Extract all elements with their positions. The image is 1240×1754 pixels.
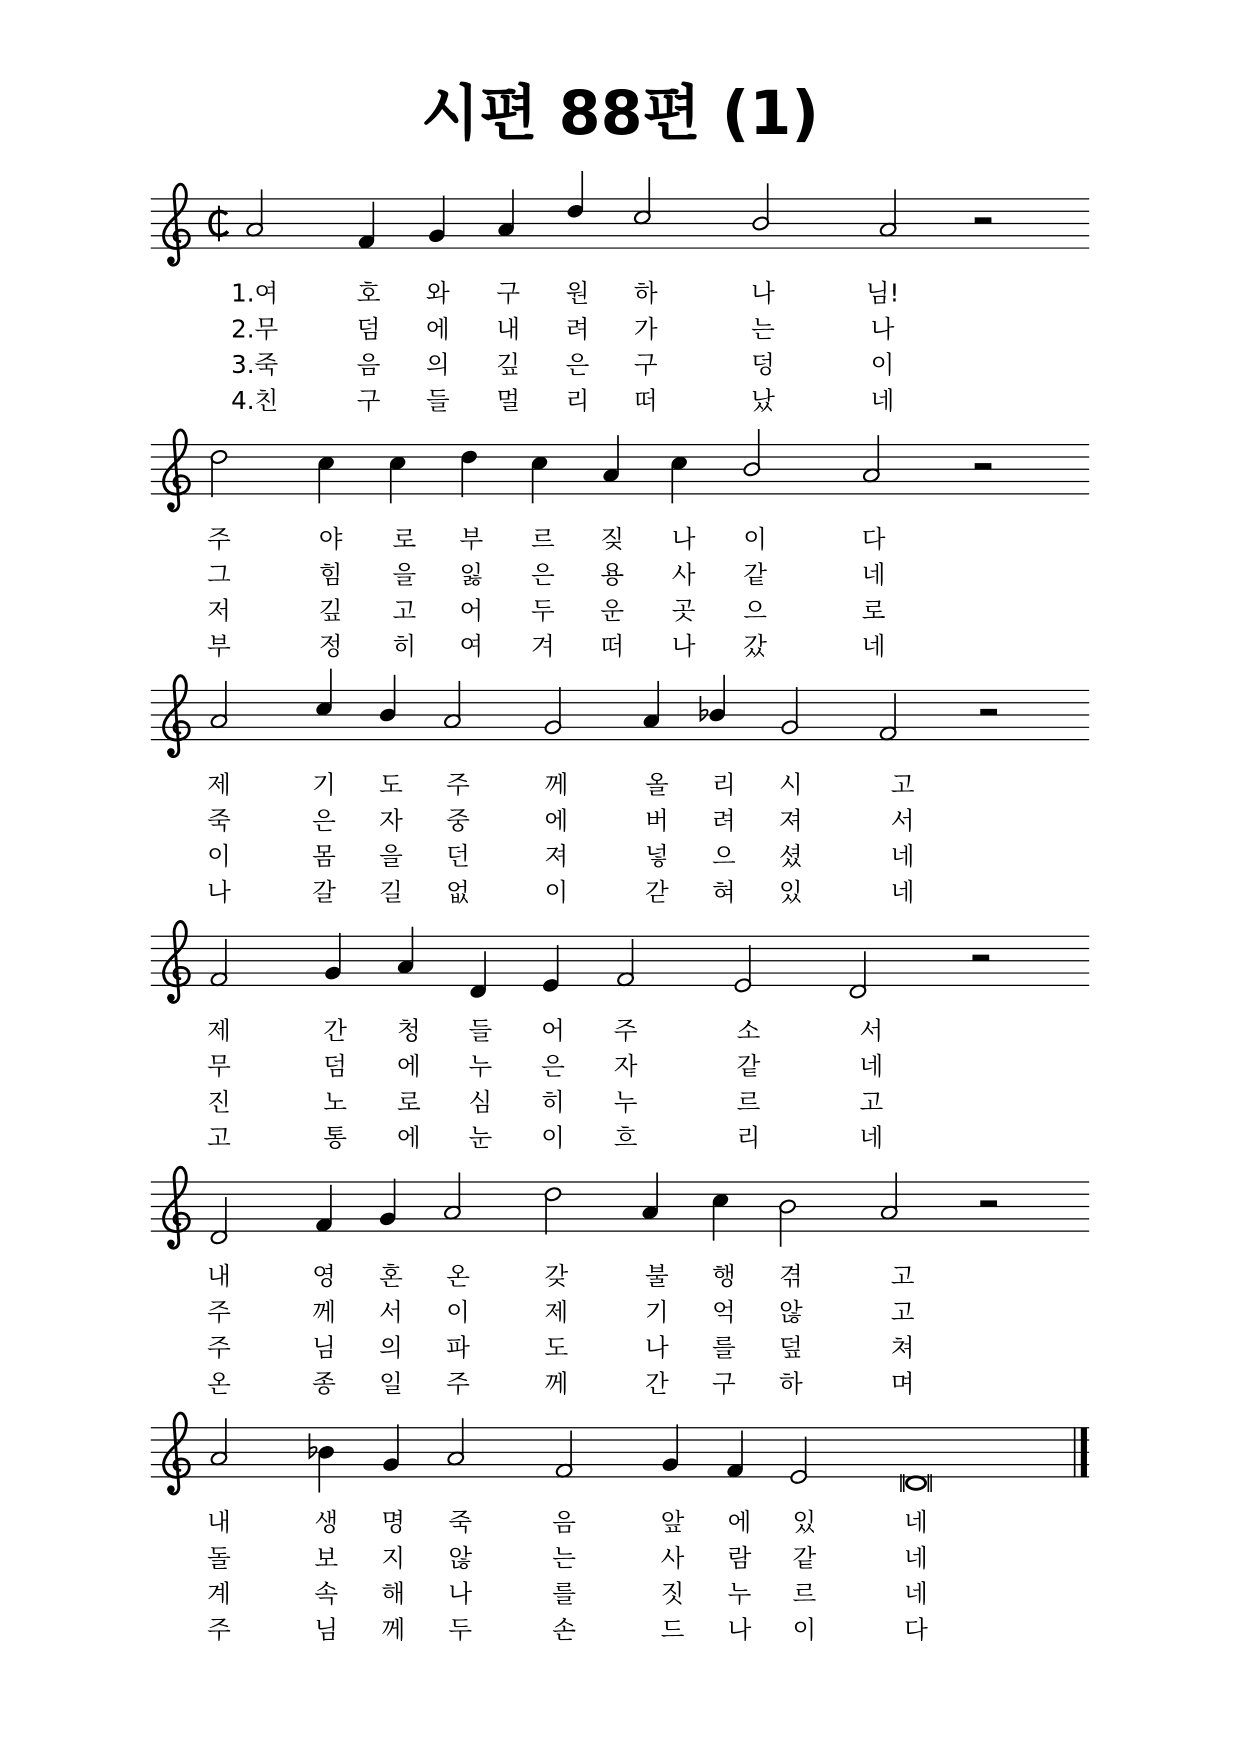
lyric-syllable: 몸 xyxy=(312,841,336,871)
lyric-syllable: 나 xyxy=(644,1333,669,1363)
lyric-syllable: 며 xyxy=(890,1368,915,1398)
lyric-syllable: 무 xyxy=(207,1051,231,1081)
lyric-syllable: 억 xyxy=(712,1297,736,1327)
lyric-syllable: 불 xyxy=(644,1261,669,1291)
lyric-syllable: 심 xyxy=(468,1087,493,1117)
lyric-syllable: 자 xyxy=(613,1051,638,1081)
clef-dot xyxy=(167,748,175,756)
lyric-syllable: 가 xyxy=(633,314,658,344)
lyric-syllable: 누 xyxy=(613,1087,638,1117)
lyric-syllable: 덤 xyxy=(356,314,381,344)
lyric-syllable: 같 xyxy=(743,560,768,590)
lyric-syllable: 흐 xyxy=(613,1123,638,1153)
lyric-syllable: 소 xyxy=(736,1015,761,1045)
lyric-syllable: 주 xyxy=(207,1333,231,1363)
lyric-syllable: 영 xyxy=(312,1261,336,1291)
lyric-syllable: 져 xyxy=(544,841,569,871)
lyric-syllable: 음 xyxy=(356,350,381,380)
lyric-syllable: 부 xyxy=(459,524,484,554)
lyric-syllable: 다 xyxy=(904,1614,928,1644)
lyric-syllable: 진 xyxy=(207,1087,231,1117)
lyric-syllable: 여 xyxy=(459,631,484,661)
lyric-syllable: 죽 xyxy=(448,1507,473,1537)
lyric-syllable: 갈 xyxy=(312,877,336,907)
lyric-syllable: 곳 xyxy=(671,595,696,625)
lyric-syllable: 주 xyxy=(207,1614,231,1644)
lyric-syllable: 중 xyxy=(446,805,470,835)
lyric-syllable: 이 xyxy=(541,1123,565,1153)
lyric-syllable: 해 xyxy=(381,1579,406,1609)
lyric-syllable: 리 xyxy=(736,1123,761,1153)
lyric-syllable: 같 xyxy=(736,1051,761,1081)
lyric-syllable: 저 xyxy=(207,595,231,625)
lyric-syllable: 에 xyxy=(727,1507,752,1537)
half-rest xyxy=(980,709,997,715)
lyric-syllable: 구 xyxy=(712,1368,736,1398)
lyric-syllable: 갔 xyxy=(743,631,768,661)
lyric-syllable: 정 xyxy=(318,631,343,661)
lyric-syllable: 제 xyxy=(207,1015,231,1045)
lyric-syllable: 로 xyxy=(392,524,417,554)
lyric-syllable: 갖 xyxy=(544,1261,569,1291)
half-rest xyxy=(972,955,989,961)
lyric-syllable: 은 xyxy=(565,350,590,380)
lyric-syllable: 통 xyxy=(323,1123,348,1153)
lyric-syllable: 음 xyxy=(552,1507,577,1537)
clef-dot xyxy=(167,994,175,1002)
lyric-syllable: 르 xyxy=(531,524,555,554)
lyric-syllable: 넣 xyxy=(644,841,669,871)
lyric-syllable: 짖 xyxy=(600,524,625,554)
lyric-syllable: 에 xyxy=(396,1123,421,1153)
lyric-syllable: 에 xyxy=(426,314,450,344)
lyric-syllable: 리 xyxy=(712,770,736,800)
lyric-syllable: 구 xyxy=(496,278,521,308)
lyric-syllable: 앞 xyxy=(660,1507,685,1537)
lyric-syllable: 나 xyxy=(671,631,696,661)
lyric-syllable: 손 xyxy=(552,1614,577,1644)
lyric-syllable: 이 xyxy=(792,1614,817,1644)
lyric-syllable: 눈 xyxy=(468,1123,493,1153)
lyric-syllable: 4.친 xyxy=(231,385,279,415)
lyric-syllable: 시 xyxy=(779,770,803,800)
lyric-syllable: 부 xyxy=(207,631,231,661)
note-head xyxy=(907,1477,926,1490)
lyric-syllable: 내 xyxy=(207,1507,231,1537)
lyric-syllable: 네 xyxy=(861,560,886,590)
lyric-syllable: 행 xyxy=(712,1261,736,1291)
lyric-syllable: 보 xyxy=(314,1543,339,1573)
lyric-syllable: 들 xyxy=(426,385,450,415)
lyric-syllable: 히 xyxy=(392,631,417,661)
lyric-syllable: 고 xyxy=(207,1123,231,1153)
lyric-syllable: 멀 xyxy=(496,385,521,415)
lyric-syllable: 께 xyxy=(544,770,569,800)
lyric-syllable: 에 xyxy=(544,805,569,835)
lyric-syllable: 고 xyxy=(392,595,417,625)
lyric-syllable: 주 xyxy=(207,524,231,554)
lyric-syllable: 네 xyxy=(890,841,915,871)
clef-dot xyxy=(167,1240,175,1248)
lyric-syllable: 로 xyxy=(396,1087,421,1117)
lyric-syllable: 올 xyxy=(644,770,669,800)
lyric-syllable: 덮 xyxy=(779,1333,803,1363)
lyric-syllable: 네 xyxy=(904,1579,928,1609)
lyric-syllable: 1.여 xyxy=(231,278,279,308)
lyric-syllable: 주 xyxy=(207,1297,231,1327)
half-rest xyxy=(975,463,992,469)
lyric-syllable: 네 xyxy=(861,631,886,661)
page-title: 시편 88편 (1) xyxy=(421,79,819,150)
lyric-syllable: 이 xyxy=(544,877,569,907)
lyric-syllable: 계 xyxy=(207,1579,231,1609)
lyric-syllable: 힘 xyxy=(318,560,343,590)
lyric-syllable: 내 xyxy=(496,314,521,344)
lyric-syllable: 깊 xyxy=(318,595,343,625)
clef-dot xyxy=(167,1485,175,1493)
lyric-syllable: 혼 xyxy=(379,1261,403,1291)
lyric-syllable: 나 xyxy=(207,877,231,907)
lyric-syllable: 않 xyxy=(779,1297,803,1327)
lyric-syllable: 청 xyxy=(396,1015,421,1045)
lyric-syllable: 누 xyxy=(727,1579,752,1609)
lyric-syllable: 들 xyxy=(468,1015,493,1045)
lyric-syllable: 의 xyxy=(379,1333,403,1363)
lyric-syllable: 에 xyxy=(396,1051,421,1081)
clef-dot xyxy=(167,502,175,510)
lyric-syllable: 는 xyxy=(552,1543,577,1573)
lyric-syllable: 기 xyxy=(644,1297,669,1327)
lyric-syllable: 고 xyxy=(890,1297,915,1327)
lyric-syllable: 길 xyxy=(379,877,403,907)
lyric-syllable: 로 xyxy=(861,595,886,625)
lyric-syllable: 구 xyxy=(356,385,381,415)
lyric-syllable: 죽 xyxy=(207,805,231,835)
lyric-syllable: 르 xyxy=(736,1087,761,1117)
lyric-syllable: 종 xyxy=(312,1368,336,1398)
lyric-syllable: 네 xyxy=(859,1051,884,1081)
lyric-syllable: 제 xyxy=(544,1297,569,1327)
lyric-syllable: 덤 xyxy=(323,1051,348,1081)
lyric-syllable: 3.죽 xyxy=(231,350,279,380)
lyric-syllable: 히 xyxy=(541,1087,565,1117)
lyric-syllable: 없 xyxy=(446,877,470,907)
lyric-syllable: 도 xyxy=(544,1333,569,1363)
lyric-syllable: 고 xyxy=(890,770,915,800)
lyric-syllable: 그 xyxy=(207,560,231,590)
lyric-syllable: 명 xyxy=(381,1507,406,1537)
lyric-syllable: 온 xyxy=(446,1261,470,1291)
lyric-syllable: 있 xyxy=(792,1507,817,1537)
lyric-syllable: 갇 xyxy=(644,877,669,907)
lyric-syllable: 고 xyxy=(890,1261,915,1291)
lyric-syllable: 주 xyxy=(613,1015,638,1045)
lyric-syllable: 돌 xyxy=(207,1543,231,1573)
lyric-syllable: 덩 xyxy=(751,350,775,380)
lyric-syllable: 지 xyxy=(381,1543,406,1573)
lyric-syllable: 께 xyxy=(381,1614,406,1644)
lyric-syllable: 나 xyxy=(727,1614,752,1644)
half-rest xyxy=(975,217,992,223)
lyric-syllable: 이 xyxy=(743,524,768,554)
lyric-syllable: 네 xyxy=(859,1123,884,1153)
lyric-syllable: 내 xyxy=(207,1261,231,1291)
lyric-syllable: 려 xyxy=(565,314,590,344)
lyric-syllable: 혀 xyxy=(712,877,736,907)
lyric-syllable: 온 xyxy=(207,1368,231,1398)
lyric-syllable: 버 xyxy=(644,805,669,835)
lyric-syllable: 나 xyxy=(448,1579,473,1609)
lyric-syllable: 간 xyxy=(323,1015,348,1045)
lyric-syllable: 서 xyxy=(890,805,915,835)
lyric-syllable: 용 xyxy=(600,560,625,590)
lyric-syllable: 떠 xyxy=(633,385,658,415)
lyric-syllable: 누 xyxy=(468,1051,493,1081)
lyric-syllable: 자 xyxy=(379,805,403,835)
lyric-syllable: 야 xyxy=(318,524,343,554)
lyric-syllable: 사 xyxy=(671,560,696,590)
lyric-syllable: 어 xyxy=(541,1015,565,1045)
lyric-syllable: 을 xyxy=(392,560,417,590)
lyric-syllable: 어 xyxy=(459,595,484,625)
lyric-syllable: 있 xyxy=(779,877,803,907)
lyric-syllable: 않 xyxy=(448,1543,473,1573)
lyric-syllable: 호 xyxy=(356,278,381,308)
lyric-syllable: 를 xyxy=(712,1333,736,1363)
lyric-syllable: 서 xyxy=(859,1015,884,1045)
lyric-syllable: 구 xyxy=(633,350,658,380)
lyric-syllable: 으 xyxy=(712,841,736,871)
lyric-syllable: 이 xyxy=(207,841,231,871)
lyric-syllable: 은 xyxy=(531,560,555,590)
lyric-syllable: 짓 xyxy=(660,1579,685,1609)
lyric-syllable: 려 xyxy=(712,805,736,835)
lyric-syllable: 떠 xyxy=(600,631,625,661)
lyric-syllable: 주 xyxy=(446,770,470,800)
lyric-syllable: 으 xyxy=(743,595,768,625)
lyric-syllable: 이 xyxy=(870,350,895,380)
lyric-syllable: 이 xyxy=(446,1297,470,1327)
lyric-syllable: 두 xyxy=(448,1614,473,1644)
lyric-syllable: 을 xyxy=(379,841,403,871)
lyric-syllable: 잃 xyxy=(459,560,484,590)
lyric-syllable: 도 xyxy=(379,770,403,800)
lyric-syllable: 겨 xyxy=(531,631,555,661)
clef-dot xyxy=(167,257,175,265)
lyric-syllable: 셨 xyxy=(779,841,803,871)
lyric-syllable: 나 xyxy=(671,524,696,554)
lyric-syllable: 와 xyxy=(426,278,450,308)
lyric-syllable: 주 xyxy=(446,1368,470,1398)
lyric-syllable: 생 xyxy=(314,1507,339,1537)
lyric-syllable: 깊 xyxy=(496,350,521,380)
lyric-syllable: 은 xyxy=(541,1051,565,1081)
lyric-syllable: 네 xyxy=(904,1507,928,1537)
lyric-syllable: 났 xyxy=(751,385,775,415)
lyric-syllable: 람 xyxy=(727,1543,752,1573)
lyric-syllable: 께 xyxy=(544,1368,569,1398)
lyric-syllable: 원 xyxy=(565,278,590,308)
barline-thick xyxy=(1081,1428,1087,1477)
lyric-syllable: 께 xyxy=(312,1297,336,1327)
lyric-syllable: 를 xyxy=(552,1579,577,1609)
lyric-syllable: 두 xyxy=(531,595,555,625)
lyric-syllable: 노 xyxy=(323,1087,348,1117)
lyric-syllable: 의 xyxy=(426,350,450,380)
lyric-syllable: 나 xyxy=(751,278,775,308)
lyric-syllable: 속 xyxy=(314,1579,339,1609)
lyric-syllable: 서 xyxy=(379,1297,403,1327)
lyric-syllable: 져 xyxy=(779,805,803,835)
lyric-syllable: 2.무 xyxy=(231,314,279,344)
lyric-syllable: 쳐 xyxy=(890,1333,915,1363)
lyric-syllable: 운 xyxy=(600,595,625,625)
lyric-syllable: 리 xyxy=(565,385,590,415)
lyric-syllable: 하 xyxy=(779,1368,803,1398)
lyric-syllable: 기 xyxy=(312,770,336,800)
lyric-syllable: 네 xyxy=(890,877,915,907)
lyric-syllable: 님! xyxy=(865,278,900,308)
lyric-syllable: 드 xyxy=(660,1614,685,1644)
lyric-syllable: 님 xyxy=(314,1614,339,1644)
lyric-syllable: 간 xyxy=(644,1368,669,1398)
lyric-syllable: 다 xyxy=(861,524,886,554)
lyric-syllable: 은 xyxy=(312,805,336,835)
lyric-syllable: 네 xyxy=(904,1543,928,1573)
lyric-syllable: 고 xyxy=(859,1087,884,1117)
lyric-syllable: 네 xyxy=(870,385,895,415)
lyric-syllable: 르 xyxy=(792,1579,817,1609)
lyric-syllable: 님 xyxy=(312,1333,336,1363)
lyric-syllable: 겪 xyxy=(779,1261,803,1291)
lyric-syllable: 일 xyxy=(379,1368,403,1398)
lyric-syllable: 던 xyxy=(446,841,470,871)
lyric-syllable: 는 xyxy=(751,314,775,344)
lyric-syllable: 하 xyxy=(633,278,658,308)
lyric-syllable: 같 xyxy=(792,1543,817,1573)
half-rest xyxy=(980,1200,997,1206)
lyric-syllable: 파 xyxy=(446,1333,470,1363)
lyric-syllable: 사 xyxy=(660,1543,685,1573)
lyric-syllable: 나 xyxy=(870,314,895,344)
lyric-syllable: 제 xyxy=(207,770,231,800)
